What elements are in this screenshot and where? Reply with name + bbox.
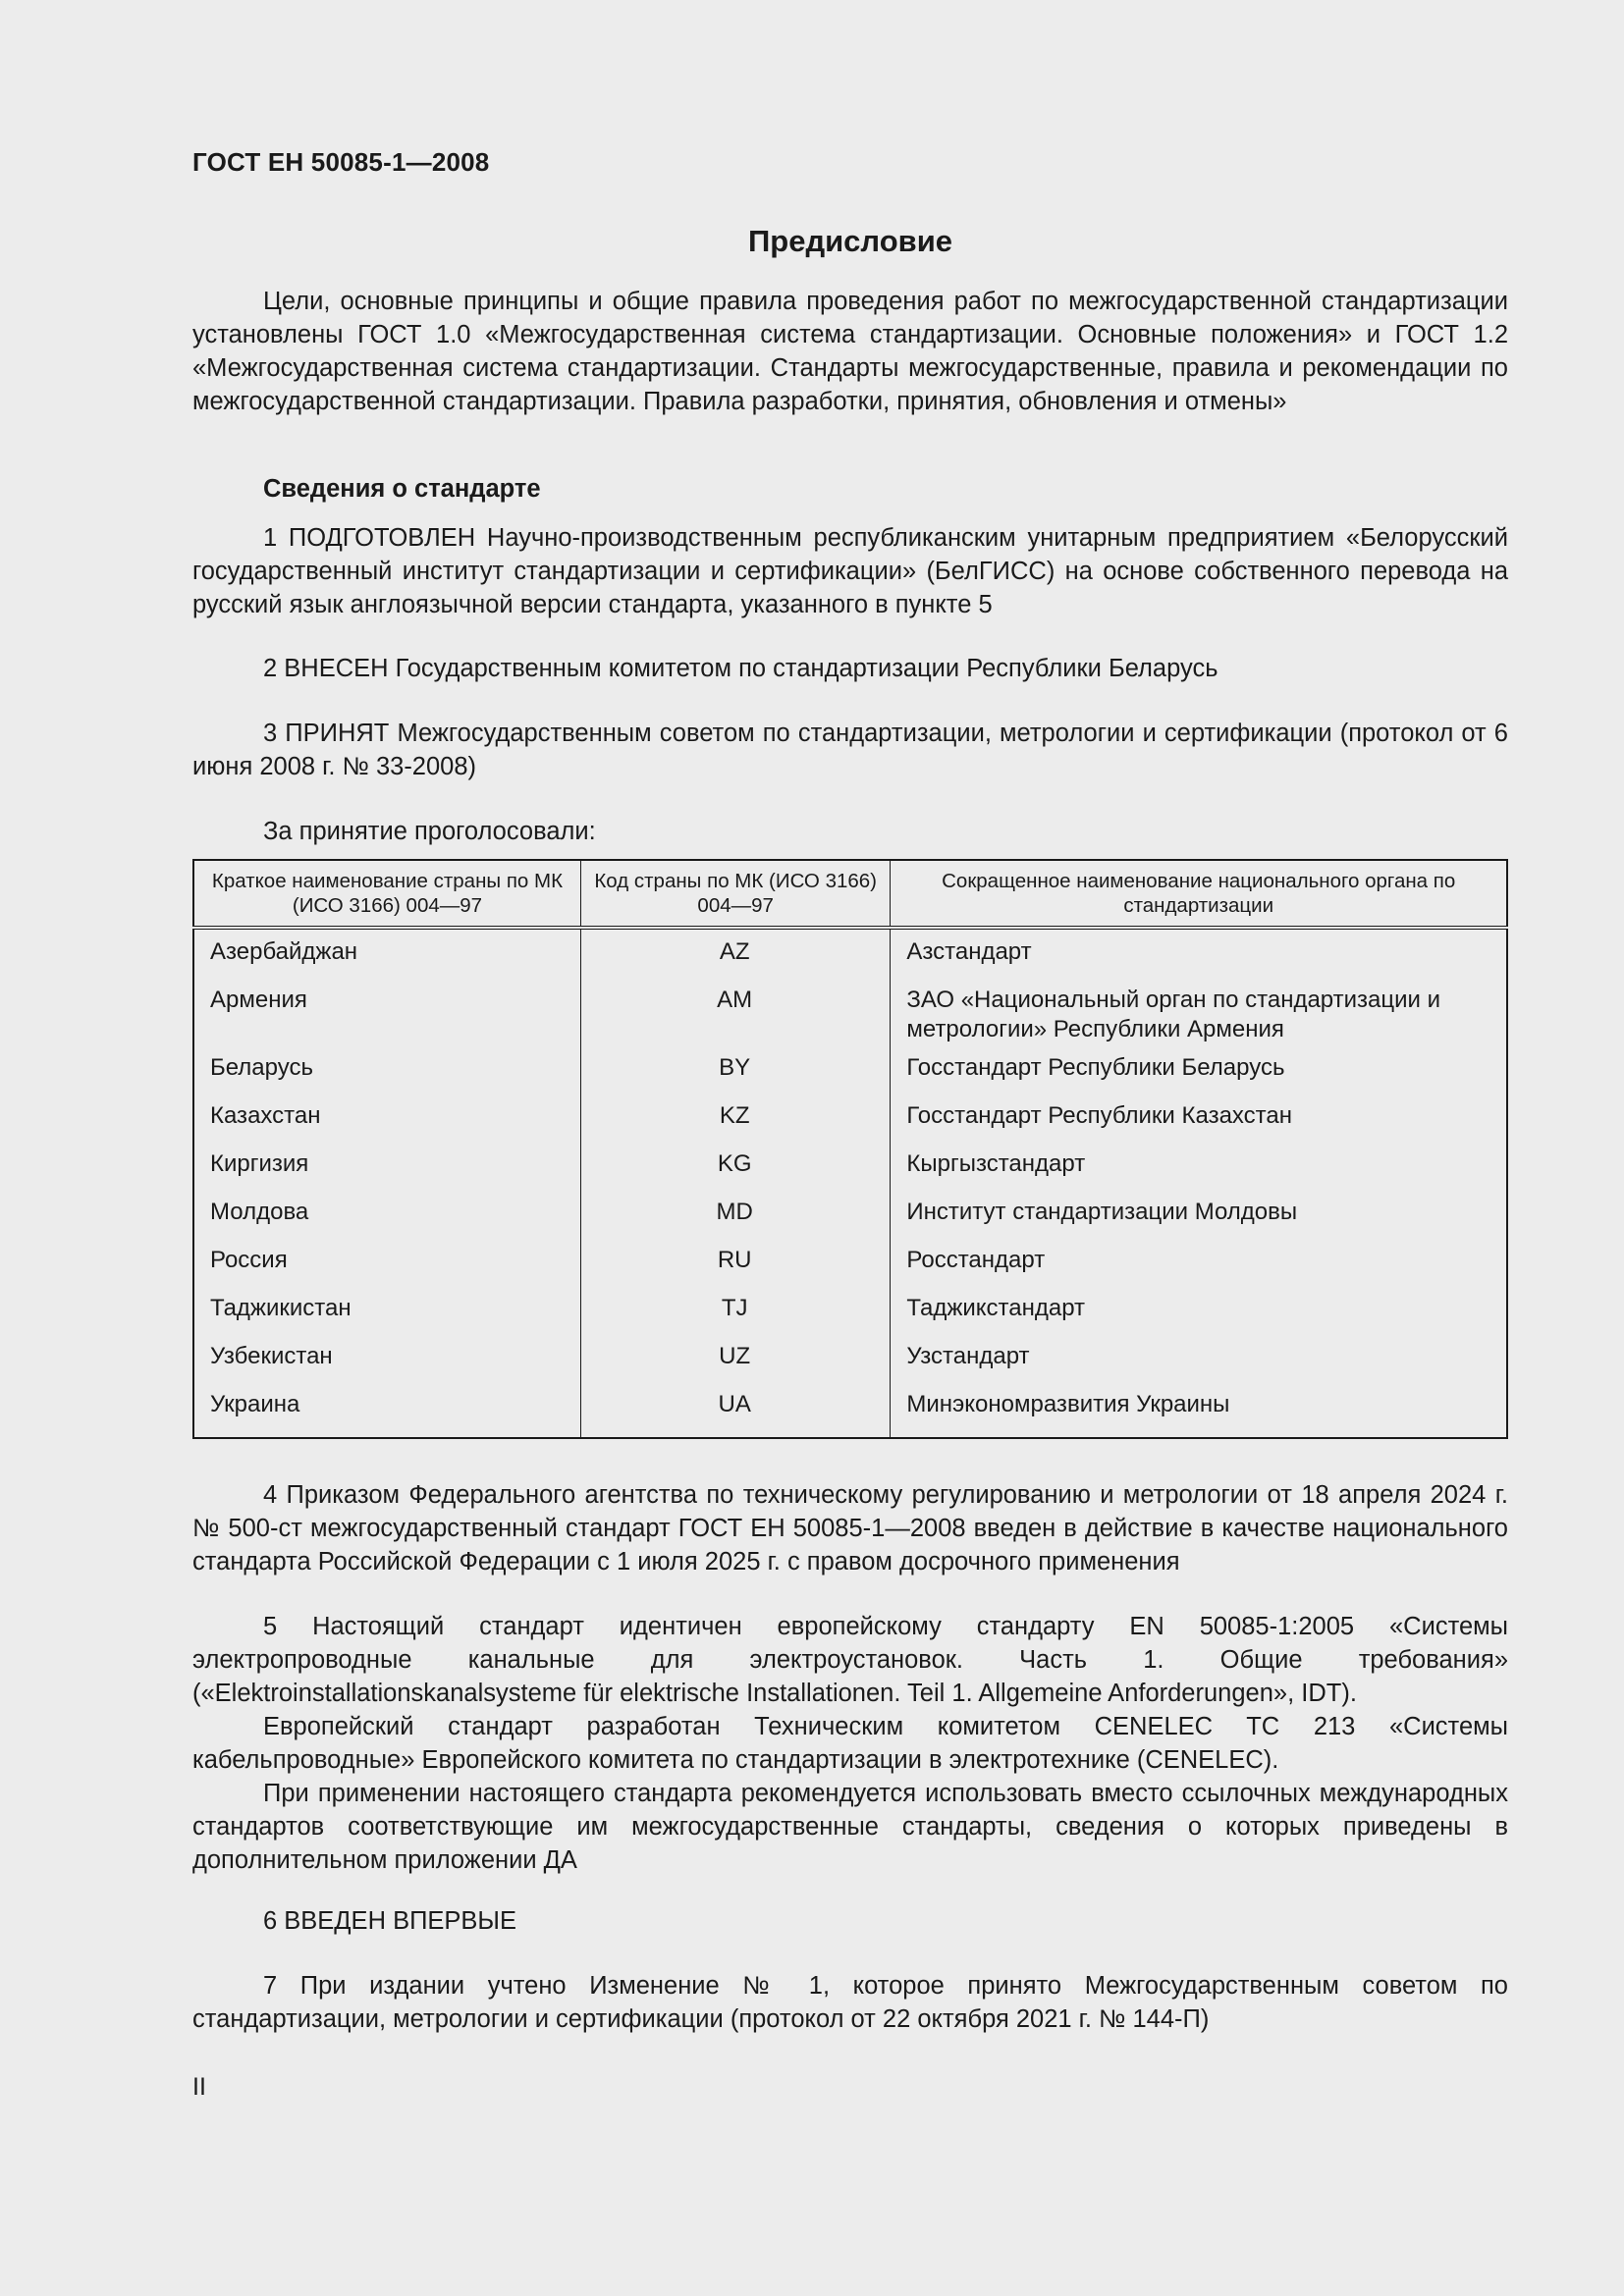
country-cell: Казахстан [193,1098,580,1147]
table-row [193,983,1507,1050]
table-row [193,1291,1507,1339]
organization-cell: Минэкономразвития Украины [891,1387,1507,1438]
table-row [193,1050,1507,1098]
item-5-section [192,1610,1508,1877]
column-header-country: Краткое наименование страны по МК (ИСО 3166) 004—97 [193,860,580,928]
country-code-cell: TJ [580,1291,890,1339]
item-5-application-note: При применении настоящего стандарта рекомендуется использовать вместо ссылочных международных стандартов соответствующие им межгосударственные стандарты, сведения о которых приведены в дополнительном приложении ДА [192,1780,1508,1874]
organization-cell: Таджикстандарт [891,1291,1507,1339]
country-cell: Молдова [193,1195,580,1243]
country-cell: Киргизия [193,1147,580,1195]
table-row [193,1339,1507,1387]
country-cell: Таджикистан [193,1291,580,1339]
table-header-row [193,860,1507,928]
column-header-organization: Сокращенное наименование национального органа по стандартизации [891,860,1507,928]
item-5-european-standard: Европейский стандарт разработан Техническим комитетом CENELEC TC 213 «Системы кабельпроводные» Европейского комитета по стандартизации в электротехнике (CENELEC). [192,1713,1508,1774]
organization-cell: ЗАО «Национальный орган по стандартизации и метрологии» Республики Армения [891,983,1507,1050]
item-1-paragraph: 1 ПОДГОТОВЛЕН Научно-производственным республиканским унитарным предприятием «Белорусский государственный институт стандартизации и сертификации» (БелГИСС) на основе собственного перевода на русский язык англоязычной версии стандарта, указанного в пункте 5 [192,524,1508,618]
country-code-cell: MD [580,1195,890,1243]
intro-paragraph: Цели, основные принципы и общие правила проведения работ по межгосударственной стандартизации установлены ГОСТ 1.0 «Межгосударственная система стандартизации. Основные положения» и ГОСТ 1.2 «Межгосударственная система стандартизации. Стандарты межгосударственные, правила и рекомендации по межгосударственной стандартизации. Правила разработки, принятия, обновления и отмены» [192,288,1508,415]
country-code-cell: KZ [580,1098,890,1147]
item-5-paragraph: 5 Настоящий стандарт идентичен европейскому стандарту EN 50085-1:2005 «Системы электропроводные канальные для электроустановок. Часть 1. Общие требования» («Elektroinstallationskanalsysteme für elektrische Installationen. Teil 1. Allgemeine Anforderungen», IDT). [192,1613,1508,1707]
table-row [193,1195,1507,1243]
country-cell: Россия [193,1243,580,1291]
organization-cell: Азстандарт [891,928,1507,983]
country-code-cell: AM [580,983,890,1050]
country-code-cell: UZ [580,1339,890,1387]
item-6-paragraph: 6 ВВЕДЕН ВПЕРВЫЕ [263,1907,517,1935]
organization-cell: Росстандарт [891,1243,1507,1291]
item-2-paragraph: 2 ВНЕСЕН Государственным комитетом по стандартизации Республики Беларусь [263,655,1218,682]
table-row [193,928,1507,983]
country-cell: Армения [193,983,580,1050]
section-heading: Сведения о стандарте [263,475,541,503]
organization-cell: Госстандарт Республики Беларусь [891,1050,1507,1098]
country-code-cell: UA [580,1387,890,1438]
country-cell: Азербайджан [193,928,580,983]
item-4-paragraph: 4 Приказом Федерального агентства по техническому регулированию и метрологии от 18 апреля 2024 г. № 500-ст межгосударственный стандарт ГОСТ ЕН 50085-1—2008 введен в действие в качестве национального стандарта Российской Федерации с 1 июля 2025 г. с правом досрочного применения [192,1481,1508,1575]
organization-cell: Госстандарт Республики Казахстан [891,1098,1507,1147]
table-row [193,1243,1507,1291]
organization-cell: Институт стандартизации Молдовы [891,1195,1507,1243]
voting-table [192,859,1508,1439]
item-7-paragraph: 7 При издании учтено Изменение № 1, которое принято Межгосударственным советом по стандартизации, метрологии и сертификации (протокол от 22 октября 2021 г. № 144-П) [192,1972,1508,2033]
country-cell: Украина [193,1387,580,1438]
table-row [193,1147,1507,1195]
vote-intro: За принятие проголосовали: [263,818,596,845]
country-cell: Беларусь [193,1050,580,1098]
country-cell: Узбекистан [193,1339,580,1387]
item-3-paragraph: 3 ПРИНЯТ Межгосударственным советом по стандартизации, метрологии и сертификации (протокол от 6 июня 2008 г. № 33-2008) [192,720,1508,780]
table-row [193,1387,1507,1438]
page-number: II [192,2073,206,2101]
country-code-cell: KG [580,1147,890,1195]
organization-cell: Кыргызстандарт [891,1147,1507,1195]
page-title: Предисловие [747,224,952,258]
country-code-cell: BY [580,1050,890,1098]
column-header-code: Код страны по МК (ИСО 3166) 004—97 [580,860,890,928]
country-code-cell: AZ [580,928,890,983]
organization-cell: Узстандарт [891,1339,1507,1387]
country-code-cell: RU [580,1243,890,1291]
table-row [193,1098,1507,1147]
document-id: ГОСТ ЕН 50085-1—2008 [192,147,490,177]
